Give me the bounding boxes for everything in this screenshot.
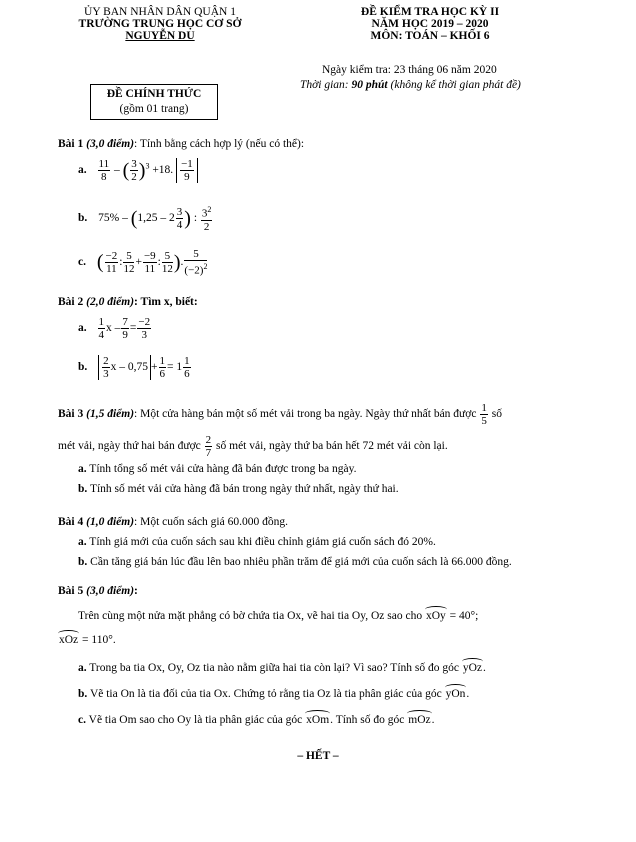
den: 4 (176, 218, 183, 231)
den: 9 (184, 171, 190, 183)
bai1-a-label: a. (78, 164, 87, 177)
school-header (70, 6, 250, 42)
num: 1 (159, 355, 166, 367)
num: 1 (481, 402, 487, 414)
num (201, 204, 213, 221)
num: 2 (103, 355, 109, 367)
den: 3 (141, 329, 147, 341)
bai5-intro2 (58, 634, 116, 646)
den: 12 (123, 262, 135, 275)
bai3-a-label: a. (78, 463, 87, 475)
bai3-line1 (58, 402, 502, 427)
paren: ( (130, 207, 138, 230)
expr-text: số (491, 408, 502, 421)
bai3-text2a: mét vải, ngày thứ hai bán được (58, 440, 201, 453)
exponent: 2 (203, 262, 208, 271)
op: : (119, 255, 123, 268)
bai4-points: (1,0 điểm) (86, 516, 135, 528)
exam-header (300, 6, 560, 42)
paren: ( (122, 159, 130, 182)
bai2-a (78, 316, 152, 341)
op: . (180, 255, 184, 268)
den: 11 (144, 262, 156, 275)
abs-value (98, 355, 151, 380)
bai5-a-text: Trong ba tia Ox, Oy, Oz tia nào nằm giữa hai tia còn lại? Vì sao? Tính số đo góc (86, 662, 462, 674)
bai5-b-label: b. (78, 688, 88, 700)
paren: ) (184, 207, 191, 230)
expr-text: x – (106, 322, 121, 335)
bai4-b-label: b. (78, 556, 88, 568)
frac (123, 250, 134, 275)
bai1-points: (3,0 điểm) (86, 138, 135, 150)
bai1-b (78, 204, 213, 233)
angle-yon: yOn (445, 688, 466, 700)
bai2-b-label: b. (78, 361, 88, 374)
num: 1 (184, 355, 190, 367)
frac (102, 355, 110, 380)
expr-text: x – 0,75 (110, 361, 149, 374)
den: 9 (122, 329, 128, 341)
bai3-points: (1,5 điểm) (86, 408, 135, 421)
num: −1 (181, 158, 193, 170)
frac (176, 206, 184, 231)
bai5-colon: : (134, 585, 138, 597)
paren: ) (173, 251, 181, 274)
angle-xoy: xOy (425, 610, 446, 622)
abs-value (176, 158, 198, 183)
frac (130, 158, 138, 183)
bai5-c-text: Vẽ tia Om sao cho Oy là tia phân giác của góc (85, 714, 306, 726)
bai5-c (78, 714, 435, 726)
op: = 1 (167, 361, 183, 374)
den: 4 (98, 329, 104, 341)
den: 7 (205, 447, 212, 459)
bai3-b-text: Tính số mét vải cửa hàng đã bán trong ngày thứ nhất, ngày thứ hai. (87, 483, 399, 495)
bai5-heading (58, 585, 138, 597)
den: 12 (161, 262, 173, 275)
frac (184, 248, 207, 277)
bai3-text1: : Một cửa hàng bán một số mét vải trong ba ngày. Ngày thứ nhất bán được (134, 408, 477, 421)
school-name: NGUYỄN DU (125, 30, 195, 42)
num: 3 (176, 205, 183, 218)
punct: . (483, 662, 486, 674)
den: 6 (159, 368, 166, 380)
frac (159, 355, 167, 380)
bai5-b (78, 688, 469, 700)
official-label: ĐỀ CHÍNH THỨC (106, 88, 202, 100)
base: 3 (201, 207, 208, 220)
bai1-b-label: b. (78, 211, 88, 224)
bai1-c-label: c. (78, 255, 86, 268)
bai5-c-mid: . Tính số đo góc (330, 714, 408, 726)
den: 2 (131, 171, 137, 183)
exam-date: Ngày kiểm tra: 23 tháng 06 năm 2020 (322, 64, 497, 76)
op: + (135, 255, 142, 268)
angle-yoz: yOz (462, 662, 483, 674)
bai5-intro (78, 610, 478, 622)
num: 7 (122, 316, 128, 328)
subject: MÔN: TOÁN – KHỐI 6 (370, 30, 490, 42)
frac (162, 250, 173, 275)
bai2-text: : Tìm x, biết: (134, 296, 198, 308)
frac (98, 316, 106, 341)
bai4-b (78, 556, 512, 568)
op: – (113, 164, 120, 177)
bai3-line2 (58, 434, 448, 459)
bai1-text: : Tính bằng cách hợp lý (nếu có thể): (134, 138, 305, 150)
bai4-a-text: Tính giá mới của cuốn sách sau khi điều chỉnh giảm giá cuốn sách đó 20%. (86, 536, 436, 548)
angle-xom: xOm (306, 714, 330, 726)
bai3-a-text: Tính tổng số mét vải cửa hàng đã bán được trong ba ngày. (86, 463, 357, 475)
bai3-title: Bài 3 (58, 408, 87, 421)
bai4-text: : Một cuốn sách giá 60.000 đồng. (134, 516, 288, 528)
time-value: 90 phút (351, 79, 388, 91)
num: −2 (105, 249, 118, 262)
bai2-heading (58, 296, 198, 308)
den: 8 (101, 171, 107, 183)
bai2-points: (2,0 điểm) (86, 296, 135, 308)
bai3-b-label: b. (78, 483, 88, 495)
bai1-title: Bài 1 (58, 138, 87, 150)
base: (−2) (184, 264, 204, 277)
frac (98, 158, 111, 183)
bai1-c (78, 248, 208, 277)
angle-value: = 110°. (79, 634, 116, 646)
angle-value: = 40°; (446, 610, 479, 622)
time-note: (không kể thời gian phát đề) (387, 79, 521, 91)
bai3-b (78, 483, 399, 495)
op: : (157, 255, 161, 268)
bai5-a-label: a. (78, 662, 87, 674)
punct: . (431, 714, 435, 726)
school-year: NĂM HỌC 2019 – 2020 (371, 18, 489, 30)
frac (480, 402, 488, 427)
op: = (129, 322, 137, 335)
den: 11 (106, 262, 117, 275)
time-label: Thời gian: (300, 79, 352, 91)
num: 5 (162, 250, 173, 263)
bai3-text2b: số mét vải, ngày thứ ba bán hết 72 mét vải còn lại. (216, 440, 448, 453)
district-name: ỦY BAN NHÂN DÂN QUẬN 1 (84, 6, 236, 18)
frac (105, 250, 119, 275)
num: 1 (98, 316, 104, 328)
num: 5 (184, 248, 207, 261)
bai5-c-label: c. (78, 714, 86, 726)
frac (201, 204, 213, 233)
exam-time (300, 79, 521, 91)
page-count: (gồm 01 trang) (119, 103, 189, 115)
bai1-a (78, 158, 198, 183)
exam-title: ĐỀ KIỂM TRA HỌC KỲ II (360, 6, 500, 18)
expr-text: 1,25 – 2 (137, 211, 175, 224)
frac (180, 158, 194, 183)
num: 3 (131, 158, 137, 170)
bai2-b (78, 355, 192, 380)
frac (121, 316, 129, 341)
bai5-points: (3,0 điểm) (86, 585, 135, 597)
frac (143, 250, 157, 275)
num: −2 (138, 316, 151, 328)
end-marker: – HẾT – (297, 750, 339, 762)
num: −9 (143, 249, 156, 262)
bai5-a (78, 662, 486, 674)
den: 5 (481, 415, 487, 427)
num: 2 (205, 434, 212, 446)
op: : (190, 211, 200, 224)
paren: ( (96, 251, 104, 274)
school-type: TRƯỜNG TRUNG HỌC CƠ SỞ (78, 18, 242, 30)
bai5-b-text: Vẽ tia On là tia đối của tia Ox. Chứng tỏ rằng tia Oz là tia phân giác của góc (87, 688, 445, 700)
bai3-a (78, 463, 357, 475)
expr-text: 75% – (98, 211, 131, 224)
exponent: 3 (145, 161, 150, 171)
den (184, 261, 207, 277)
bai4-b-text: Cần tăng giá bán lúc đầu lên bao nhiêu phần trăm để giá mới của cuốn sách là 66.000 đồng. (87, 556, 512, 568)
den: 2 (203, 220, 210, 233)
bai1-heading (58, 138, 304, 150)
official-exam-box (90, 84, 218, 120)
frac (205, 434, 213, 459)
angle-moz: mOz (408, 714, 431, 726)
bai4-title: Bài 4 (58, 516, 87, 528)
bai5-intro-text: Trên cùng một nửa mặt phẳng có bờ chứa tia Ox, vẽ hai tia Oy, Oz sao cho (78, 610, 425, 622)
bai4-a-label: a. (78, 536, 87, 548)
bai5-title: Bài 5 (58, 585, 87, 597)
frac (183, 355, 191, 380)
exponent: 2 (207, 205, 212, 214)
num: 5 (123, 250, 134, 263)
op: +18. (152, 164, 174, 177)
op: + (151, 361, 158, 374)
bai4-heading (58, 516, 288, 528)
frac (137, 316, 151, 341)
paren: ) (138, 159, 146, 182)
den: 3 (103, 368, 109, 380)
angle-xoz: xOz (59, 634, 79, 646)
bai4-a (78, 536, 436, 548)
punct: . (466, 688, 470, 700)
bai2-a-label: a. (78, 322, 87, 335)
den: 6 (184, 368, 190, 380)
bai2-title: Bài 2 (58, 296, 87, 308)
num: 11 (98, 158, 110, 170)
